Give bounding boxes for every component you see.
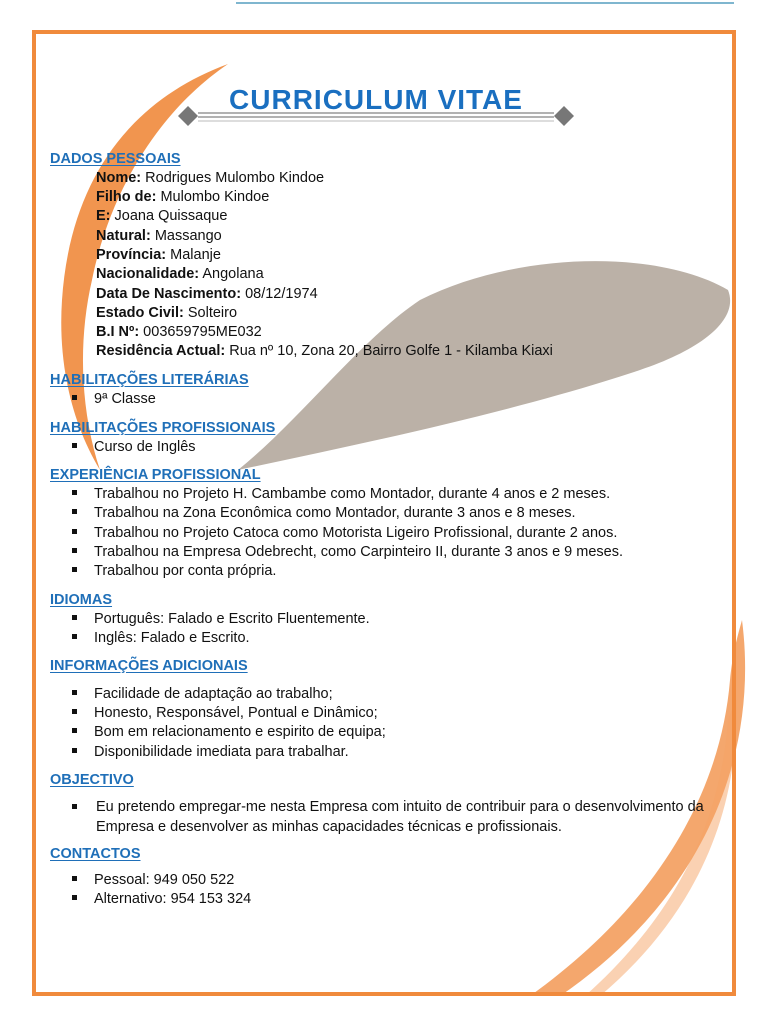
objectivo-text-block: [72, 797, 722, 837]
bullet-icon: [72, 895, 77, 900]
section-informacoes-adicionais: INFORMAÇÕES ADICIONAIS: [50, 658, 248, 674]
bullet-icon: [72, 490, 77, 495]
page-title: CURRICULUM VITAE: [229, 84, 523, 115]
field-estado-civil: Estado Civil: Solteiro: [96, 305, 238, 321]
bullet-icon: [72, 567, 77, 572]
list-item: Inglês: Falado e Escrito.: [72, 630, 250, 646]
bullet-icon: [72, 529, 77, 534]
field-filho-de: Filho de: Mulombo Kindoe: [96, 189, 270, 205]
field-provincia: Província: Malanje: [96, 247, 221, 263]
field-natural: Natural: Massango: [96, 228, 222, 244]
list-item: Facilidade de adaptação ao trabalho;: [72, 686, 333, 702]
list-item: Trabalhou na Zona Econômica como Montador, durante 3 anos e 8 meses.: [72, 505, 575, 521]
field-nacionalidade: Nacionalidade: Angolana: [96, 266, 264, 282]
section-objectivo: OBJECTIVO: [50, 772, 134, 788]
contact-alternativo: Alternativo: 954 153 324: [72, 891, 251, 907]
list-item: Trabalhou por conta própria.: [72, 563, 276, 579]
list-item: Português: Falado e Escrito Fluentemente.: [72, 611, 370, 627]
bullet-icon: [72, 748, 77, 753]
list-item: 9ª Classe: [72, 391, 156, 407]
bullet-icon: [72, 615, 77, 620]
list-item: Trabalhou na Empresa Odebrecht, como Carpinteiro II, durante 3 anos e 9 meses.: [72, 544, 623, 560]
list-item: Trabalhou no Projeto H. Cambambe como Montador, durante 4 anos e 2 meses.: [72, 486, 610, 502]
bullet-icon: [72, 876, 77, 881]
list-item: Honesto, Responsável, Pontual e Dinâmico;: [72, 705, 378, 721]
section-habilitacoes-literarias: HABILITAÇÕES LITERÁRIAS: [50, 372, 249, 388]
bullet-icon: [72, 634, 77, 639]
field-bi: B.I Nº: 003659795ME032: [96, 324, 262, 340]
list-item: Bom em relacionamento e espirito de equipa;: [72, 724, 386, 740]
bullet-icon: [72, 709, 77, 714]
section-experiencia-profissional: EXPERIÊNCIA PROFISSIONAL: [50, 467, 261, 483]
bullet-icon: [72, 395, 77, 400]
section-idiomas: IDIOMAS: [50, 592, 113, 608]
section-habilitacoes-profissionais: HABILITAÇÕES PROFISSIONAIS: [50, 420, 276, 436]
bullet-icon: [72, 509, 77, 514]
title-block: [178, 80, 574, 132]
section-dados-pessoais: DADOS PESSOAIS: [50, 151, 181, 167]
bullet-icon: [72, 548, 77, 553]
field-mae: E: Joana Quissaque: [96, 208, 228, 224]
section-contactos: CONTACTOS: [50, 846, 141, 862]
objectivo-text: Eu pretendo empregar-me nesta Empresa com intuito de contribuir para o desenvolvimento da Empresa e desenvolver as minhas capacidades técnicas e profissionais.: [96, 799, 704, 835]
bullet-icon: [72, 690, 77, 695]
bullet-icon: [72, 443, 77, 448]
contact-pessoal: Pessoal: 949 050 522: [72, 872, 234, 888]
field-data-nascimento: Data De Nascimento: 08/12/1974: [96, 286, 318, 302]
bullet-icon: [72, 728, 77, 733]
list-item: Curso de Inglês: [72, 439, 196, 455]
field-nome: Nome: Rodrigues Mulombo Kindoe: [96, 170, 325, 186]
list-item: Disponibilidade imediata para trabalhar.: [72, 744, 349, 760]
field-residencia: Residência Actual: Rua nº 10, Zona 20, Bairro Golfe 1 - Kilamba Kiaxi: [96, 343, 553, 359]
list-item: Trabalhou no Projeto Catoca como Motorista Ligeiro Profissional, durante 2 anos.: [72, 525, 617, 541]
bullet-icon: [72, 804, 77, 809]
